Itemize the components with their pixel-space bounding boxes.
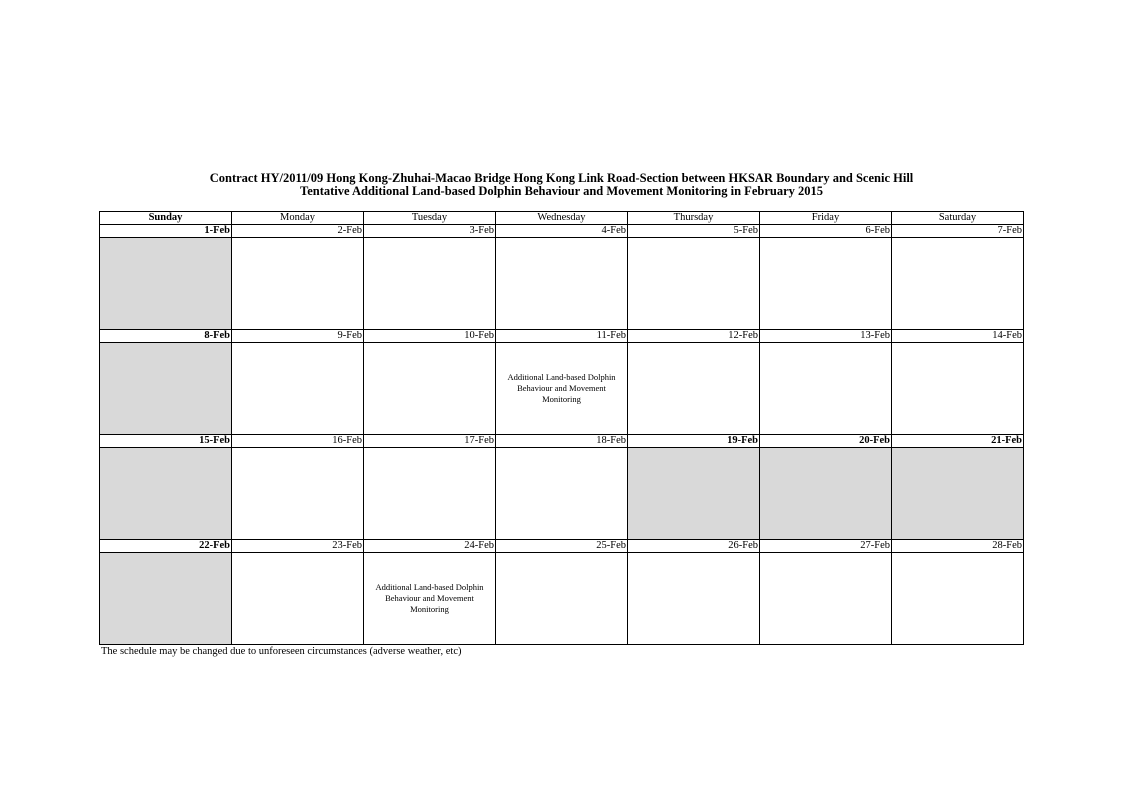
date-cell: 22-Feb bbox=[100, 540, 232, 553]
weekday-header: Sunday bbox=[100, 212, 232, 225]
day-cell bbox=[628, 553, 760, 645]
date-cell: 28-Feb bbox=[892, 540, 1024, 553]
calendar-table bbox=[99, 211, 1024, 645]
day-cell bbox=[232, 448, 364, 540]
day-cell bbox=[364, 343, 496, 435]
date-cell: 7-Feb bbox=[892, 225, 1024, 238]
date-cell: 23-Feb bbox=[232, 540, 364, 553]
date-cell: 19-Feb bbox=[628, 435, 760, 448]
date-cell: 2-Feb bbox=[232, 225, 364, 238]
date-cell: 15-Feb bbox=[100, 435, 232, 448]
day-cell bbox=[232, 238, 364, 330]
date-cell: 16-Feb bbox=[232, 435, 364, 448]
date-row bbox=[100, 330, 1024, 343]
day-cell bbox=[892, 343, 1024, 435]
date-cell: 20-Feb bbox=[760, 435, 892, 448]
day-cell bbox=[496, 343, 628, 435]
date-cell: 11-Feb bbox=[496, 330, 628, 343]
date-cell: 3-Feb bbox=[364, 225, 496, 238]
date-cell: 9-Feb bbox=[232, 330, 364, 343]
day-cell bbox=[760, 448, 892, 540]
date-cell: 10-Feb bbox=[364, 330, 496, 343]
date-cell: 6-Feb bbox=[760, 225, 892, 238]
day-cell bbox=[496, 448, 628, 540]
date-cell: 8-Feb bbox=[100, 330, 232, 343]
date-cell: 25-Feb bbox=[496, 540, 628, 553]
day-cell bbox=[100, 448, 232, 540]
title-line-2: Tentative Additional Land-based Dolphin Behaviour and Movement Monitoring in February 2015 bbox=[300, 184, 823, 198]
weekday-header: Tuesday bbox=[364, 212, 496, 225]
weekday-header: Thursday bbox=[628, 212, 760, 225]
event-text: Additional Land-based Dolphin Behaviour and Movement Monitoring bbox=[375, 582, 484, 614]
event-row bbox=[100, 553, 1024, 645]
date-cell: 13-Feb bbox=[760, 330, 892, 343]
date-cell: 24-Feb bbox=[364, 540, 496, 553]
day-cell bbox=[892, 238, 1024, 330]
day-cell bbox=[892, 553, 1024, 645]
date-cell: 4-Feb bbox=[496, 225, 628, 238]
date-row bbox=[100, 435, 1024, 448]
day-cell bbox=[100, 553, 232, 645]
day-cell bbox=[364, 448, 496, 540]
day-cell bbox=[100, 238, 232, 330]
day-cell bbox=[496, 238, 628, 330]
weekday-header: Wednesday bbox=[496, 212, 628, 225]
day-cell bbox=[628, 448, 760, 540]
day-cell bbox=[232, 343, 364, 435]
date-row bbox=[100, 540, 1024, 553]
date-cell: 17-Feb bbox=[364, 435, 496, 448]
day-cell bbox=[100, 343, 232, 435]
date-cell: 14-Feb bbox=[892, 330, 1024, 343]
date-cell: 1-Feb bbox=[100, 225, 232, 238]
day-cell bbox=[892, 448, 1024, 540]
date-cell: 12-Feb bbox=[628, 330, 760, 343]
weekday-header: Friday bbox=[760, 212, 892, 225]
day-cell bbox=[232, 553, 364, 645]
footnote: The schedule may be changed due to unforeseen circumstances (adverse weather, etc) bbox=[101, 646, 462, 657]
day-cell bbox=[628, 343, 760, 435]
event-row bbox=[100, 343, 1024, 435]
event-row bbox=[100, 448, 1024, 540]
day-cell bbox=[364, 238, 496, 330]
title-line-1: Contract HY/2011/09 Hong Kong-Zhuhai-Macao Bridge Hong Kong Link Road-Section between HKSAR Boundary and Scenic Hill bbox=[209, 171, 914, 185]
event-row bbox=[100, 238, 1024, 330]
date-row bbox=[100, 225, 1024, 238]
date-cell: 21-Feb bbox=[892, 435, 1024, 448]
day-cell bbox=[364, 553, 496, 645]
event-text: Additional Land-based Dolphin Behaviour and Movement Monitoring bbox=[507, 372, 616, 404]
day-cell bbox=[628, 238, 760, 330]
date-cell: 27-Feb bbox=[760, 540, 892, 553]
day-cell bbox=[760, 553, 892, 645]
day-cell bbox=[760, 343, 892, 435]
date-cell: 5-Feb bbox=[628, 225, 760, 238]
date-cell: 26-Feb bbox=[628, 540, 760, 553]
date-cell: 18-Feb bbox=[496, 435, 628, 448]
weekday-header-row bbox=[100, 212, 1024, 225]
weekday-header: Monday bbox=[232, 212, 364, 225]
document-title bbox=[0, 172, 1123, 198]
day-cell bbox=[496, 553, 628, 645]
weekday-header: Saturday bbox=[892, 212, 1024, 225]
day-cell bbox=[760, 238, 892, 330]
